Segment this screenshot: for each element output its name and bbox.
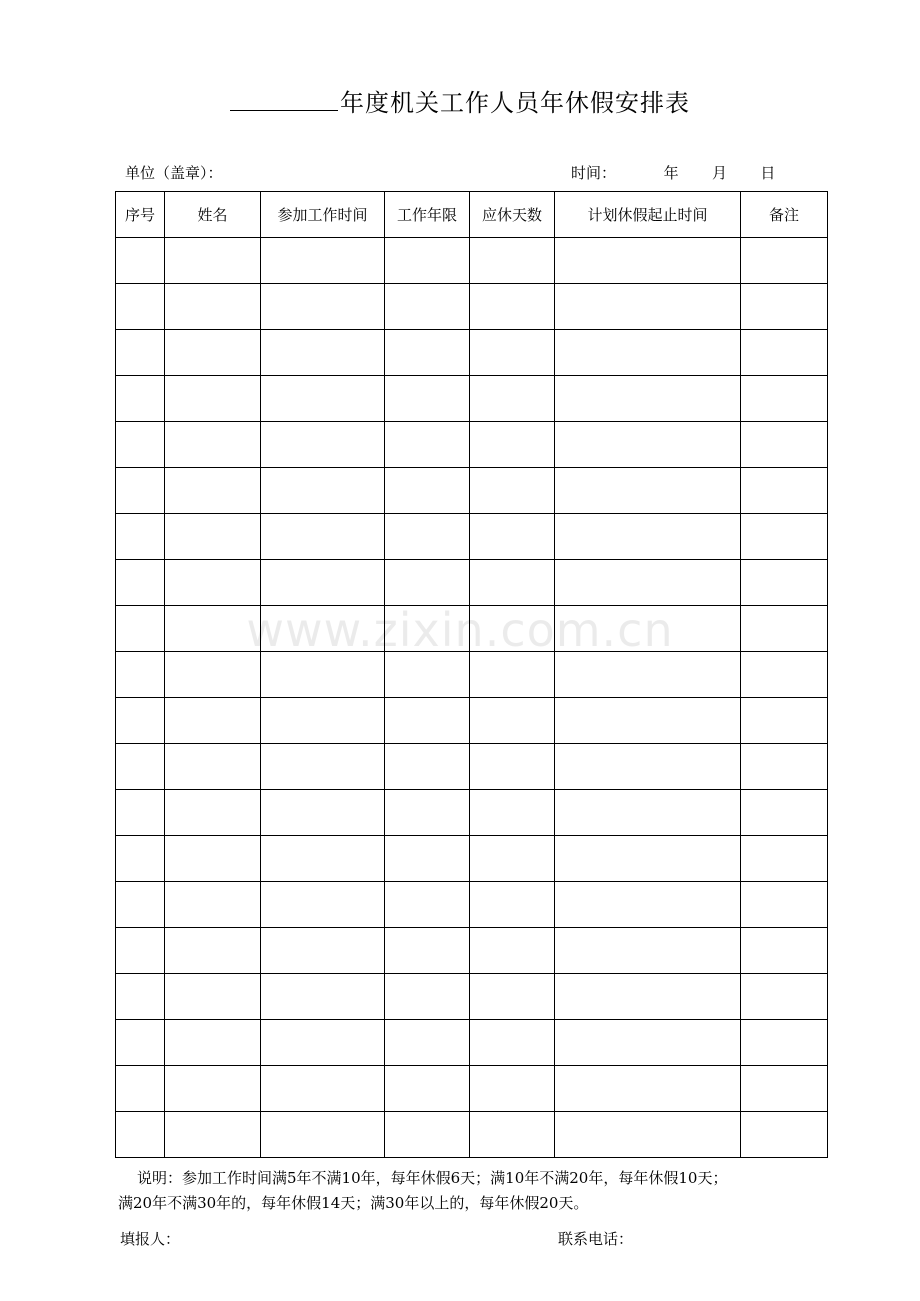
cell-start-work-date[interactable] <box>261 422 385 468</box>
cell-start-work-date[interactable] <box>261 882 385 928</box>
cell-remarks[interactable] <box>741 468 828 514</box>
cell-years-of-service[interactable] <box>385 744 470 790</box>
cell-leave-days[interactable] <box>470 698 555 744</box>
form-title-text: 年度机关工作人员年休假安排表 <box>340 89 690 117</box>
cell-name[interactable] <box>165 1020 261 1066</box>
cell-years-of-service[interactable] <box>385 284 470 330</box>
note-line-1 <box>118 1166 830 1191</box>
header-years-of-service: 工作年限 <box>385 192 470 238</box>
phone-label: 联系电话： <box>558 1230 634 1248</box>
cell-years-of-service[interactable] <box>385 376 470 422</box>
cell-name[interactable] <box>165 790 261 836</box>
cell-leave-days[interactable] <box>470 514 555 560</box>
date-label: 时间： 年 月 日 <box>571 164 776 182</box>
leave-schedule-table <box>115 191 828 1158</box>
cell-serial[interactable] <box>116 238 165 284</box>
cell-years-of-service[interactable] <box>385 698 470 744</box>
cell-planned-leave-period[interactable] <box>555 238 741 284</box>
header-leave-days: 应休天数 <box>470 192 555 238</box>
cell-remarks[interactable] <box>741 652 828 698</box>
cell-years-of-service[interactable] <box>385 882 470 928</box>
cell-serial[interactable] <box>116 1066 165 1112</box>
cell-name[interactable] <box>165 606 261 652</box>
cell-serial[interactable] <box>116 974 165 1020</box>
filler-label: 填报人： <box>120 1230 181 1248</box>
cell-serial[interactable] <box>116 928 165 974</box>
table-header-row <box>116 192 828 238</box>
header-remarks: 备注 <box>741 192 828 238</box>
cell-remarks[interactable] <box>741 606 828 652</box>
cell-serial[interactable] <box>116 376 165 422</box>
table-row <box>116 422 828 468</box>
cell-leave-days[interactable] <box>470 468 555 514</box>
cell-years-of-service[interactable] <box>385 1112 470 1158</box>
cell-planned-leave-period[interactable] <box>555 606 741 652</box>
cell-leave-days[interactable] <box>470 790 555 836</box>
cell-name[interactable] <box>165 1066 261 1112</box>
cell-name[interactable] <box>165 974 261 1020</box>
cell-remarks[interactable] <box>741 284 828 330</box>
cell-remarks[interactable] <box>741 1066 828 1112</box>
cell-years-of-service[interactable] <box>385 330 470 376</box>
cell-years-of-service[interactable] <box>385 560 470 606</box>
cell-name[interactable] <box>165 284 261 330</box>
cell-remarks[interactable] <box>741 744 828 790</box>
header-name: 姓名 <box>165 192 261 238</box>
table-row <box>116 744 828 790</box>
cell-leave-days[interactable] <box>470 1066 555 1112</box>
cell-start-work-date[interactable] <box>261 1020 385 1066</box>
table-row <box>116 974 828 1020</box>
cell-leave-days[interactable] <box>470 284 555 330</box>
cell-name[interactable] <box>165 514 261 560</box>
cell-years-of-service[interactable] <box>385 1020 470 1066</box>
year-blank-line[interactable] <box>230 84 338 111</box>
table-row <box>116 1066 828 1112</box>
cell-leave-days[interactable] <box>470 1112 555 1158</box>
cell-remarks[interactable] <box>741 882 828 928</box>
cell-start-work-date[interactable] <box>261 514 385 560</box>
cell-planned-leave-period[interactable] <box>555 330 741 376</box>
cell-years-of-service[interactable] <box>385 514 470 560</box>
cell-serial[interactable] <box>116 1020 165 1066</box>
cell-serial[interactable] <box>116 744 165 790</box>
cell-start-work-date[interactable] <box>261 744 385 790</box>
cell-planned-leave-period[interactable] <box>555 744 741 790</box>
note-line-2: 满20年不满30年的，每年休假14天；满30年以上的，每年休假20天。 <box>118 1194 589 1212</box>
cell-years-of-service[interactable] <box>385 836 470 882</box>
cell-leave-days[interactable] <box>470 652 555 698</box>
cell-planned-leave-period[interactable] <box>555 468 741 514</box>
cell-years-of-service[interactable] <box>385 422 470 468</box>
cell-remarks[interactable] <box>741 698 828 744</box>
cell-planned-leave-period[interactable] <box>555 836 741 882</box>
cell-name[interactable] <box>165 836 261 882</box>
table-row <box>116 330 828 376</box>
cell-years-of-service[interactable] <box>385 974 470 1020</box>
cell-serial[interactable] <box>116 836 165 882</box>
cell-serial[interactable] <box>116 606 165 652</box>
cell-serial[interactable] <box>116 652 165 698</box>
cell-name[interactable] <box>165 744 261 790</box>
cell-leave-days[interactable] <box>470 330 555 376</box>
cell-years-of-service[interactable] <box>385 790 470 836</box>
cell-start-work-date[interactable] <box>261 836 385 882</box>
table-row <box>116 606 828 652</box>
table-row <box>116 514 828 560</box>
cell-planned-leave-period[interactable] <box>555 560 741 606</box>
cell-serial[interactable] <box>116 882 165 928</box>
cell-leave-days[interactable] <box>470 836 555 882</box>
cell-planned-leave-period[interactable] <box>555 284 741 330</box>
cell-remarks[interactable] <box>741 330 828 376</box>
cell-planned-leave-period[interactable] <box>555 376 741 422</box>
cell-name[interactable] <box>165 376 261 422</box>
cell-remarks[interactable] <box>741 836 828 882</box>
table-row <box>116 284 828 330</box>
cell-remarks[interactable] <box>741 238 828 284</box>
cell-start-work-date[interactable] <box>261 652 385 698</box>
cell-serial[interactable] <box>116 698 165 744</box>
cell-years-of-service[interactable] <box>385 238 470 284</box>
table-row <box>116 468 828 514</box>
cell-name[interactable] <box>165 882 261 928</box>
cell-planned-leave-period[interactable] <box>555 974 741 1020</box>
table-row <box>116 836 828 882</box>
cell-years-of-service[interactable] <box>385 1066 470 1112</box>
table-row <box>116 1020 828 1066</box>
unit-seal-label: 单位（盖章）： <box>125 164 223 182</box>
table-row <box>116 560 828 606</box>
cell-serial[interactable] <box>116 284 165 330</box>
cell-start-work-date[interactable] <box>261 238 385 284</box>
cell-start-work-date[interactable] <box>261 560 385 606</box>
header-start-work-date: 参加工作时间 <box>261 192 385 238</box>
cell-serial[interactable] <box>116 422 165 468</box>
cell-start-work-date[interactable] <box>261 284 385 330</box>
cell-leave-days[interactable] <box>470 560 555 606</box>
cell-planned-leave-period[interactable] <box>555 1066 741 1112</box>
table-row <box>116 698 828 744</box>
cell-remarks[interactable] <box>741 376 828 422</box>
cell-serial[interactable] <box>116 330 165 376</box>
cell-serial[interactable] <box>116 1112 165 1158</box>
cell-remarks[interactable] <box>741 790 828 836</box>
cell-serial[interactable] <box>116 468 165 514</box>
cell-planned-leave-period[interactable] <box>555 1020 741 1066</box>
cell-leave-days[interactable] <box>470 376 555 422</box>
cell-name[interactable] <box>165 330 261 376</box>
cell-planned-leave-period[interactable] <box>555 790 741 836</box>
cell-planned-leave-period[interactable] <box>555 1112 741 1158</box>
cell-planned-leave-period[interactable] <box>555 422 741 468</box>
cell-start-work-date[interactable] <box>261 1112 385 1158</box>
cell-remarks[interactable] <box>741 560 828 606</box>
cell-name[interactable] <box>165 698 261 744</box>
cell-planned-leave-period[interactable] <box>555 882 741 928</box>
cell-start-work-date[interactable] <box>261 1066 385 1112</box>
cell-leave-days[interactable] <box>470 1020 555 1066</box>
cell-planned-leave-period[interactable] <box>555 698 741 744</box>
cell-start-work-date[interactable] <box>261 606 385 652</box>
table-row <box>116 238 828 284</box>
cell-serial[interactable] <box>116 514 165 560</box>
cell-remarks[interactable] <box>741 514 828 560</box>
cell-years-of-service[interactable] <box>385 652 470 698</box>
cell-leave-days[interactable] <box>470 238 555 284</box>
cell-remarks[interactable] <box>741 1112 828 1158</box>
cell-serial[interactable] <box>116 560 165 606</box>
explanation-note <box>118 1166 830 1216</box>
cell-leave-days[interactable] <box>470 422 555 468</box>
table-body <box>116 238 828 1158</box>
cell-start-work-date[interactable] <box>261 928 385 974</box>
cell-name[interactable] <box>165 468 261 514</box>
cell-serial[interactable] <box>116 790 165 836</box>
form-title <box>0 84 920 121</box>
table-row <box>116 882 828 928</box>
cell-leave-days[interactable] <box>470 744 555 790</box>
cell-leave-days[interactable] <box>470 882 555 928</box>
cell-start-work-date[interactable] <box>261 468 385 514</box>
table-row <box>116 1112 828 1158</box>
cell-planned-leave-period[interactable] <box>555 928 741 974</box>
cell-years-of-service[interactable] <box>385 928 470 974</box>
cell-remarks[interactable] <box>741 1020 828 1066</box>
cell-leave-days[interactable] <box>470 606 555 652</box>
cell-remarks[interactable] <box>741 974 828 1020</box>
cell-name[interactable] <box>165 560 261 606</box>
cell-name[interactable] <box>165 238 261 284</box>
cell-leave-days[interactable] <box>470 974 555 1020</box>
cell-planned-leave-period[interactable] <box>555 514 741 560</box>
cell-name[interactable] <box>165 652 261 698</box>
cell-remarks[interactable] <box>741 422 828 468</box>
watermark: www.zixin.com.cn <box>246 603 674 657</box>
header-planned-leave-period: 计划休假起止时间 <box>555 192 741 238</box>
note-line-1-text: 说明：参加工作时间满5年不满10年，每年休假6天；满10年不满20年，每年休假10天； <box>137 1169 728 1187</box>
cell-start-work-date[interactable] <box>261 790 385 836</box>
table-row <box>116 928 828 974</box>
table-row <box>116 376 828 422</box>
cell-name[interactable] <box>165 422 261 468</box>
cell-name[interactable] <box>165 928 261 974</box>
cell-planned-leave-period[interactable] <box>555 652 741 698</box>
cell-start-work-date[interactable] <box>261 974 385 1020</box>
header-serial: 序号 <box>116 192 165 238</box>
cell-years-of-service[interactable] <box>385 606 470 652</box>
cell-name[interactable] <box>165 1112 261 1158</box>
cell-start-work-date[interactable] <box>261 376 385 422</box>
cell-years-of-service[interactable] <box>385 468 470 514</box>
table-row <box>116 790 828 836</box>
cell-remarks[interactable] <box>741 928 828 974</box>
cell-start-work-date[interactable] <box>261 330 385 376</box>
cell-start-work-date[interactable] <box>261 698 385 744</box>
cell-leave-days[interactable] <box>470 928 555 974</box>
table-row <box>116 652 828 698</box>
